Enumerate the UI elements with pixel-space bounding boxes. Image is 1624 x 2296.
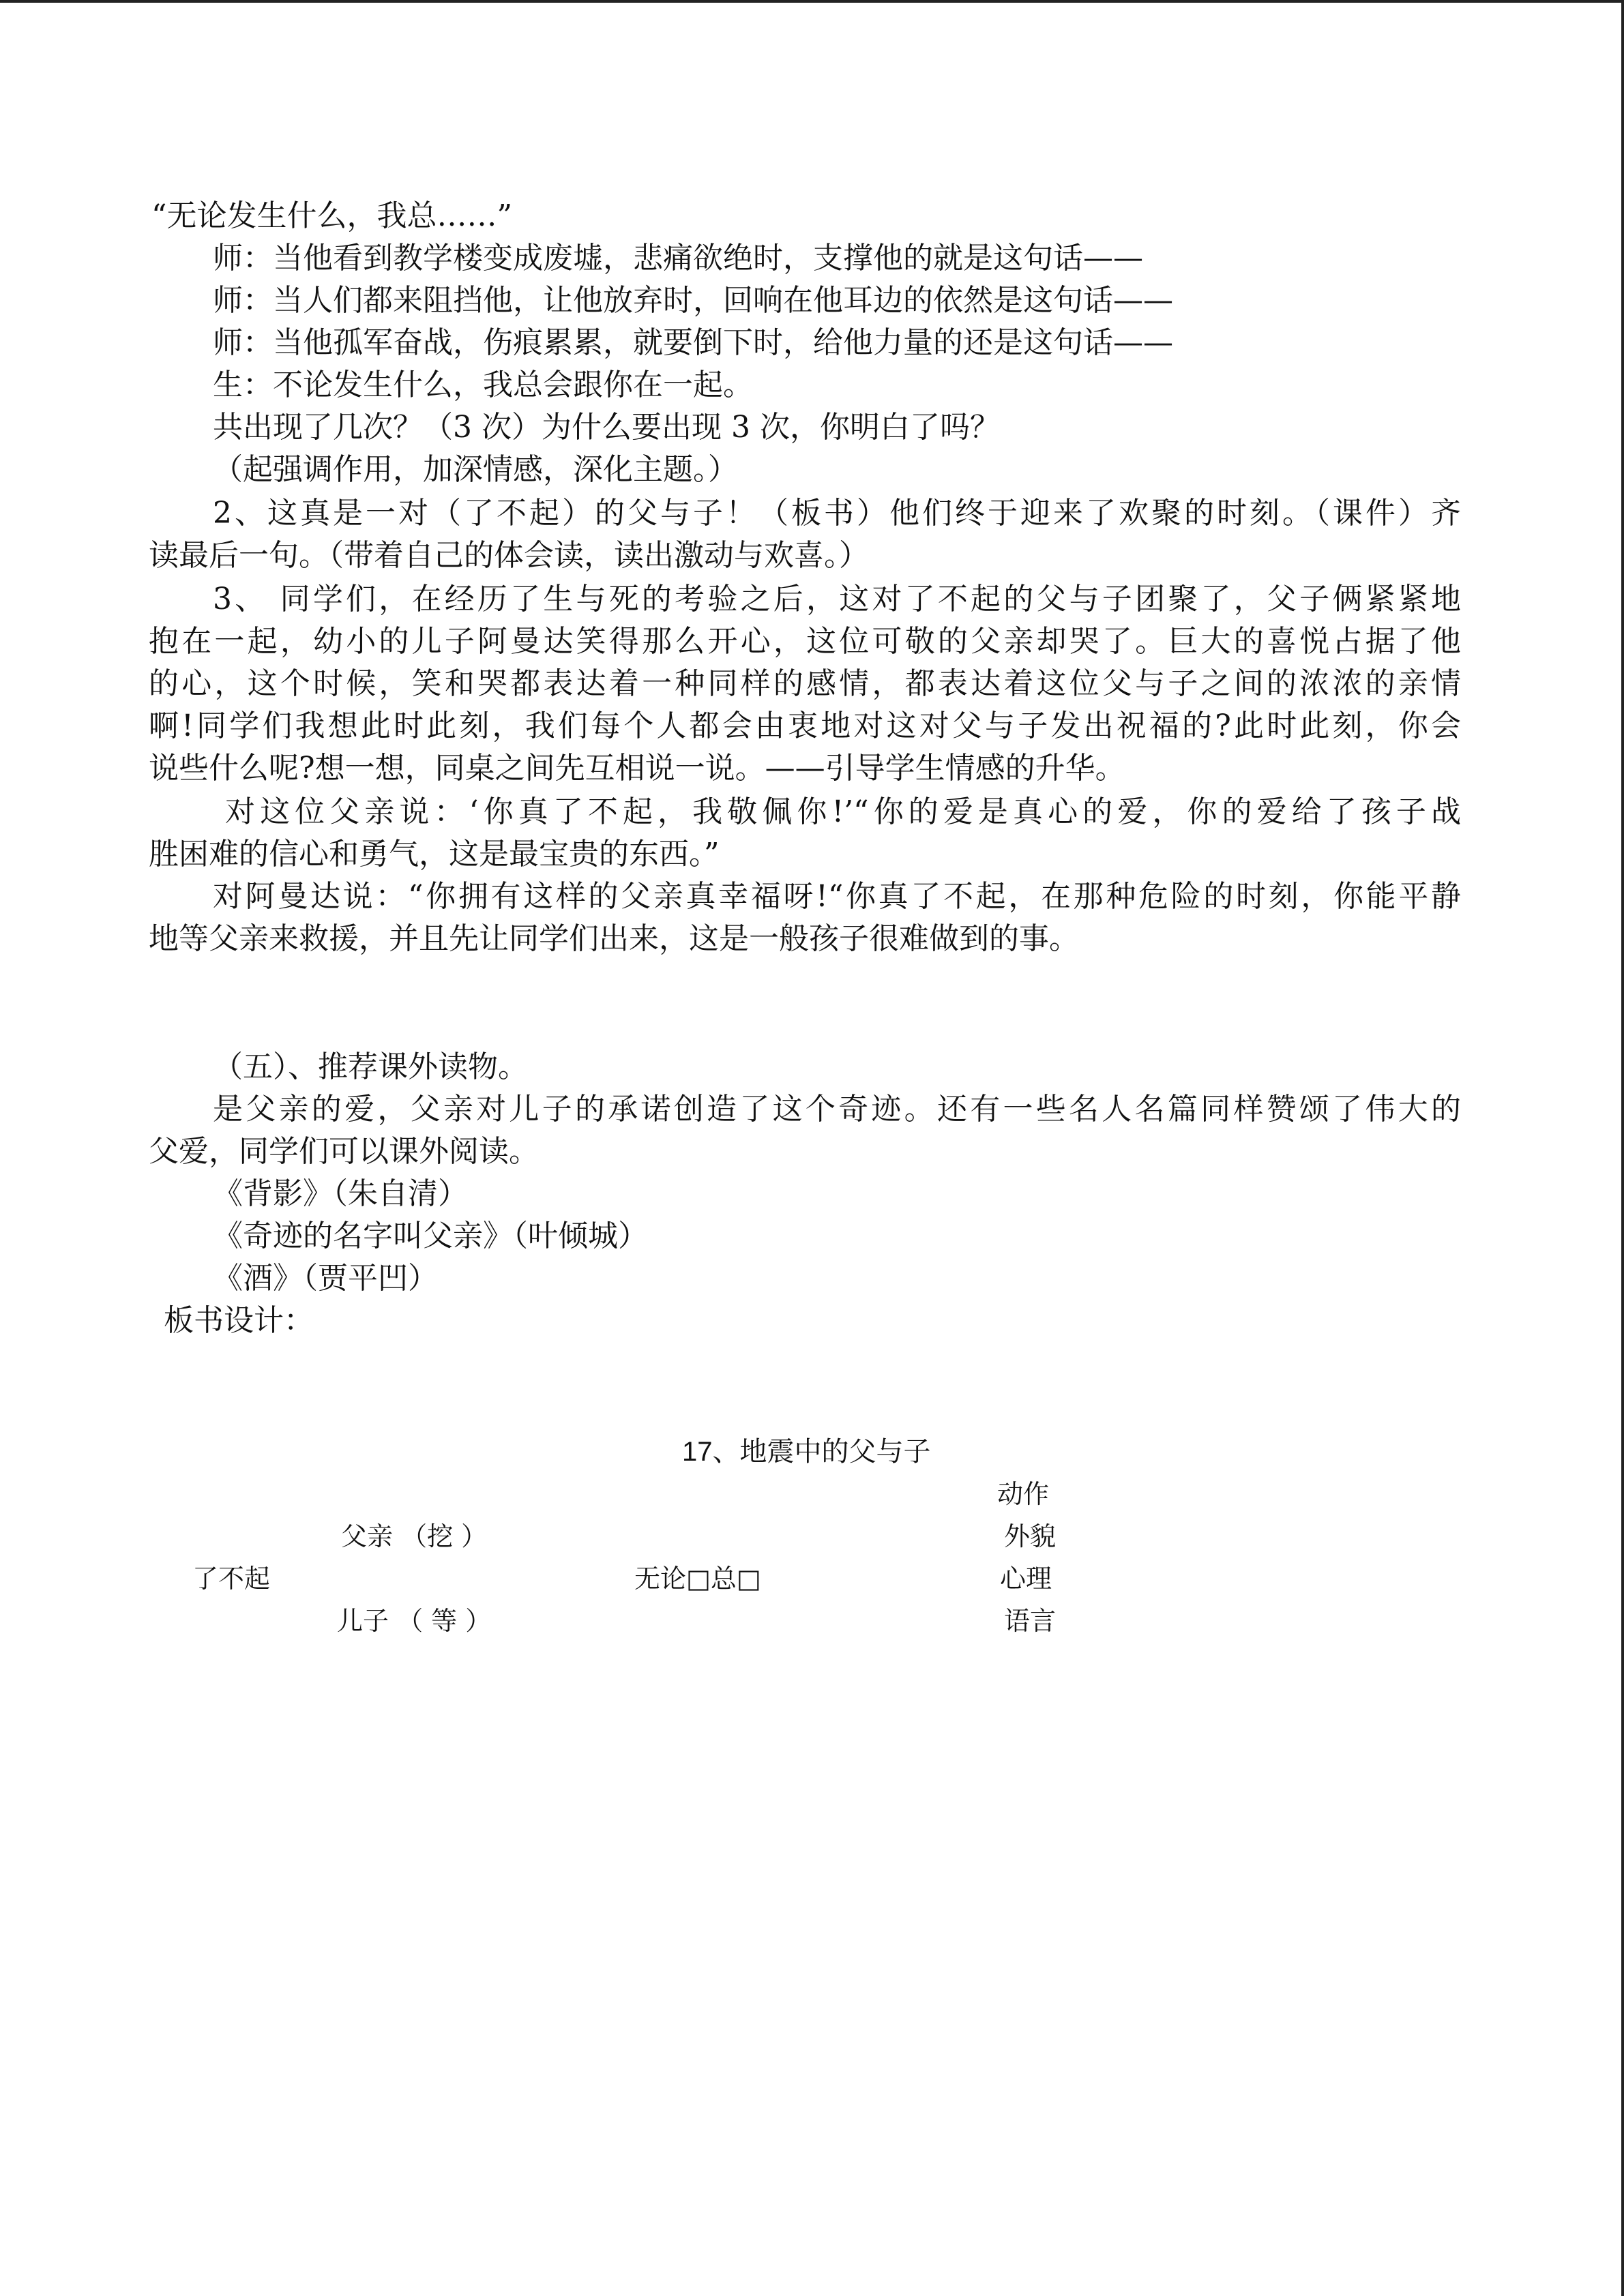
section-five-heading: （五）、推荐课外读物。 (213, 1049, 528, 1084)
page-border-right (1621, 0, 1624, 2296)
board-middle: 无论□总□ (634, 1564, 761, 1594)
answer-line: （起强调作用，加深情感，深化主题。） (213, 452, 738, 487)
student-line: 生：不论发生什么，我总会跟你在一起。 (213, 368, 753, 402)
paragraph-3-line-4: 啊!同学们我想此时此刻，我们每个人都会由衷地对这对父与子发出祝福的?此时此刻，你会 (149, 709, 1461, 743)
quote-line: “无论发生什么，我总……” (151, 198, 512, 233)
book-item-2: 《奇迹的名字叫父亲》（叶倾城） (213, 1219, 648, 1253)
teacher-line-2: 师：当人们都来阻挡他，让他放弃时，回响在他耳边的依然是这句话—— (213, 283, 1173, 318)
page-border-top (0, 0, 1624, 3)
board-design-label: 板书设计： (164, 1303, 314, 1338)
book-item-1: 《背影》（朱自清） (213, 1176, 468, 1211)
reading-intro-line-2: 父爱，同学们可以课外阅读。 (149, 1134, 539, 1169)
paragraph-3-line-3: 的心，这个时候，笑和哭都表达着一种同样的感情，都表达着这位父与子之间的浓浓的亲情 (149, 666, 1461, 701)
to-son-line-2: 地等父亲来救援，并且先让同学们出来，这是一般孩子很难做到的事。 (149, 921, 1079, 956)
board-father: 父亲 （挖 ） (341, 1521, 488, 1551)
paragraph-3-line-2: 抱在一起，幼小的儿子阿曼达笑得那么开心，这位可敬的父亲却哭了。巨大的喜悦占据了他 (149, 624, 1461, 659)
book-item-3: 《酒》（贾平凹） (213, 1261, 438, 1296)
board-right-item-2: 外貌 (1004, 1521, 1057, 1551)
to-father-line-1: 对这位父亲说：‘你真了不起，我敬佩你!’“你的爱是真心的爱，你的爱给了孩子战 (225, 794, 1461, 829)
to-son-line-1: 对阿曼达说：“你拥有这样的父亲真幸福呀!“你真了不起，在那种危险的时刻，你能平静 (213, 879, 1461, 914)
paragraph-3-line-5: 说些什么呢?想一想，同桌之间先互相说一说。——引导学生情感的升华。 (149, 751, 1125, 786)
reading-intro-line-1: 是父亲的爱，父亲对儿子的承诺创造了这个奇迹。还有一些名人名篇同样赞颂了伟大的 (213, 1092, 1461, 1127)
board-son: 儿子 （ 等 ） (337, 1606, 492, 1636)
board-left: 了不起 (192, 1564, 271, 1594)
board-right-item-4: 语言 (1004, 1606, 1057, 1636)
board-title: 17、地震中的父与子 (682, 1437, 931, 1467)
board-right-item-1: 动作 (997, 1479, 1050, 1509)
board-right-item-3: 心理 (1000, 1564, 1052, 1594)
teacher-line-1: 师：当他看到教学楼变成废墟，悲痛欲绝时，支撑他的就是这句话—— (213, 241, 1143, 275)
paragraph-2-line-1: 2、这真是一对（了不起）的父与子！（板书）他们终于迎来了欢聚的时刻。（课件）齐 (213, 496, 1461, 531)
teacher-line-3: 师：当他孤军奋战，伤痕累累，就要倒下时，给他力量的还是这句话—— (213, 325, 1173, 360)
paragraph-3-line-1: 3、 同学们，在经历了生与死的考验之后，这对了不起的父与子团聚了，父子俩紧紧地 (213, 582, 1461, 616)
question-line: 共出现了几次？（3 次）为什么要出现 3 次，你明白了吗？ (213, 410, 1000, 445)
paragraph-2-line-2: 读最后一句。（带着自己的体会读，读出激动与欢喜。） (149, 538, 869, 573)
to-father-line-2: 胜困难的信心和勇气，这是最宝贵的东西。” (149, 837, 720, 871)
